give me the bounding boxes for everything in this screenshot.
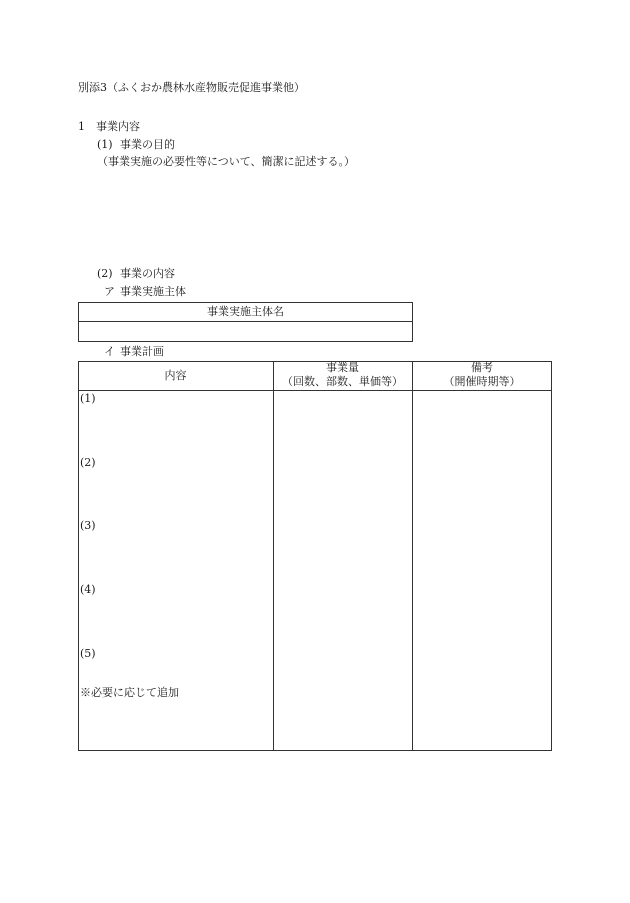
- section-heading: 1 事業内容: [78, 120, 140, 133]
- entity-table-header: 事業実施主体名: [207, 305, 284, 318]
- item-number: (5): [80, 647, 96, 660]
- subsection-title: 事業の内容: [120, 267, 175, 280]
- part-label: ア: [104, 285, 115, 298]
- instruction-note: （事業実施の必要性等について、簡潔に記述する。）: [97, 155, 356, 168]
- column-header-quantity: 事業量: [326, 361, 359, 374]
- table-footnote: ※必要に応じて追加: [80, 686, 179, 699]
- part-title: 事業計画: [120, 345, 164, 358]
- column-header-content: 内容: [164, 369, 187, 382]
- table-divider: [78, 321, 413, 322]
- subsection-number: (2): [97, 267, 113, 280]
- column-header-quantity-sub: （回数、部数、単価等）: [282, 375, 403, 388]
- part-title: 事業実施主体: [120, 285, 186, 298]
- subsection-number: (1): [97, 138, 113, 151]
- header-divider: [78, 390, 552, 391]
- column-divider: [412, 361, 413, 751]
- column-divider: [273, 361, 274, 751]
- item-number: (3): [80, 519, 96, 532]
- subsection-title: 事業の目的: [120, 138, 175, 151]
- item-number: (1): [80, 392, 96, 405]
- document-title: 別添3（ふくおか農林水産物販売促進事業他）: [78, 81, 305, 94]
- column-header-remarks-sub: （開催時期等）: [443, 375, 521, 388]
- entity-name-cell[interactable]: [82, 324, 409, 338]
- item-number: (4): [80, 583, 96, 596]
- item-number: (2): [80, 456, 96, 469]
- part-label: イ: [104, 345, 115, 358]
- column-header-remarks: 備考: [471, 361, 493, 374]
